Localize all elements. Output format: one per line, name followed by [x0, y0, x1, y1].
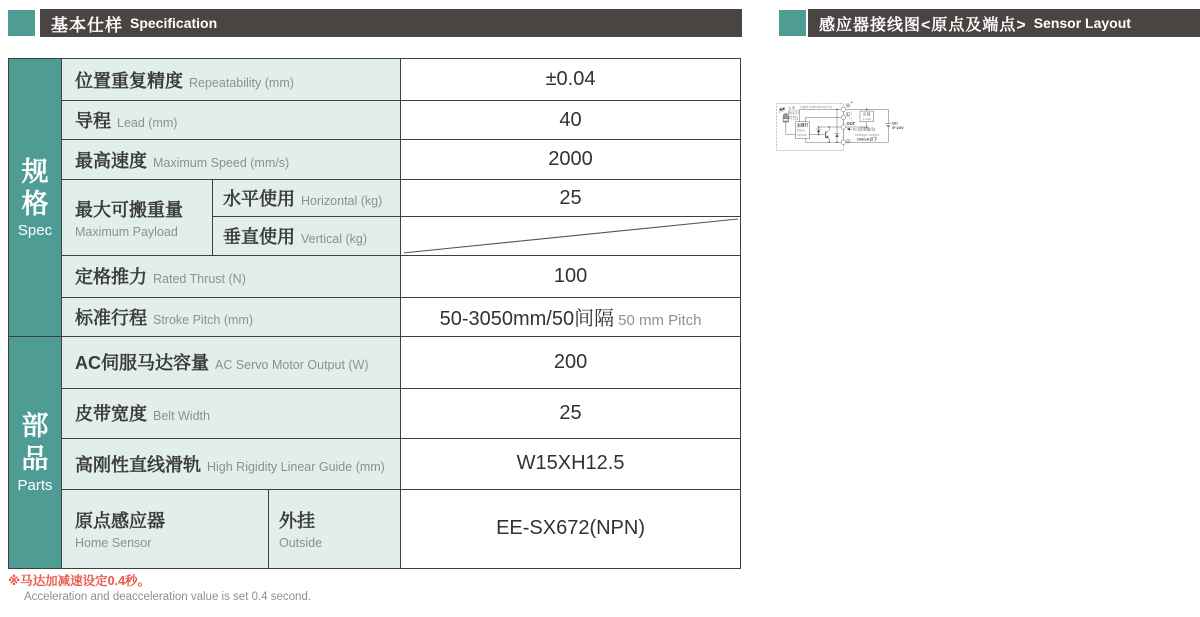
load-label-zh: 负载 — [863, 112, 871, 117]
home-sensor-mount-zh: 外挂 — [279, 511, 315, 532]
row-repeatability-label — [62, 59, 401, 101]
zener-diode-right-icon — [834, 109, 839, 142]
dc-battery-icon — [886, 123, 892, 125]
right-header-title-zh: 感应器接线图<原点及端点> — [819, 16, 1027, 34]
svg-text:L: L — [846, 112, 849, 117]
terminal-light-select — [841, 115, 846, 120]
left-header-title-en: Specification — [130, 15, 218, 31]
row-linear-guide-label — [62, 438, 401, 489]
row-rated-thrust-label — [62, 255, 401, 297]
specification-table — [8, 58, 741, 569]
dc-label-line2: 5~24V — [892, 124, 904, 130]
terminal-plus — [841, 107, 846, 112]
npn-transistor-icon — [826, 127, 830, 142]
row-max-speed-label — [62, 140, 401, 180]
main-circuit-label-en2: circuit — [796, 132, 807, 137]
row-payload-vertical-value-crossed-out — [401, 217, 741, 256]
group-parts-en: Parts — [17, 477, 53, 495]
led-label-zh-line2: 指示灯 — [787, 110, 800, 116]
row-payload-horizontal-label — [213, 180, 401, 217]
footnote-acceleration-zh: ※马达加减速设定0.4秒。 — [8, 574, 151, 588]
main-circuit-label-zh: 主回灯 — [796, 122, 809, 128]
right-header-title-en: Sensor Layout — [1033, 15, 1131, 31]
home-sensor-mount-en: Outside — [279, 536, 323, 551]
home-sensor-label-en: Home Sensor — [75, 536, 152, 551]
row-home-sensor-label — [62, 489, 269, 568]
stroke-pitch-label-en: Stroke Pitch (mm) — [153, 312, 254, 327]
group-spec-en: Spec — [17, 222, 53, 240]
servo-output-label-zh: AC伺服马达容量 — [75, 353, 209, 374]
plus-terminal-asterisk: * — [850, 100, 853, 106]
row-lead-value: 40 — [401, 101, 741, 140]
not-applicable-diagonal-line — [401, 217, 740, 255]
terminal-minus — [841, 140, 846, 145]
servo-output-label-en: AC Servo Motor Output (W) — [215, 358, 369, 373]
repeatability-label-zh: 位置重复精度 — [75, 70, 183, 91]
group-header-spec — [9, 59, 62, 337]
plus-terminal-symbol — [846, 104, 850, 108]
max-speed-label-zh: 最高速度 — [75, 150, 147, 171]
sensor-wiring-diagram — [775, 52, 1200, 202]
row-max-speed-value: 2000 — [401, 140, 741, 180]
payload-label-zh: 最大可搬重量 — [75, 199, 183, 220]
voltage-output-label: Voltage output — [854, 131, 880, 137]
group-header-parts — [9, 336, 62, 568]
payload-label-en: Maximum Payload — [75, 224, 178, 239]
light-indicator-label: Light indicator(red) — [799, 104, 833, 110]
row-servo-output-label — [62, 336, 401, 388]
group-parts-char-2: 品 — [21, 444, 49, 475]
group-spec-char-1: 规 — [21, 156, 49, 187]
group-parts-char-1: 部 — [21, 411, 49, 442]
left-header-accent-square — [8, 10, 35, 36]
incident-light-arrows-icon — [779, 107, 784, 113]
load-label-en: Load — [862, 116, 871, 121]
linear-guide-label-zh: 高刚性直线滑轨 — [75, 454, 201, 475]
dc-label-line1: DC — [892, 120, 898, 126]
group-spec-char-2: 格 — [21, 189, 49, 220]
terminal-out — [841, 125, 846, 130]
lead-label-en: Lead (mm) — [117, 116, 178, 130]
payload-vertical-label-zh: 垂直使用 — [223, 226, 295, 247]
belt-width-label-en: Belt Width — [153, 409, 210, 424]
rated-thrust-label-zh: 定格推力 — [75, 267, 147, 288]
row-rated-thrust-value: 100 — [401, 255, 741, 297]
left-header-title-zh: 基本仕样 — [51, 15, 123, 35]
right-header-accent-square — [779, 10, 806, 36]
led-label-zh-line3: (红色) — [787, 114, 799, 120]
rated-thrust-label-en: Rated Thrust (N) — [153, 272, 246, 287]
row-linear-guide-value: W15XH12.5 — [401, 438, 741, 489]
led-label-zh-line1: 入光 — [787, 105, 796, 111]
stroke-pitch-value-en: 50 mm Pitch — [618, 312, 702, 330]
current-limit-label: 100mA以下 — [856, 136, 878, 142]
home-sensor-label-zh: 原点感应器 — [75, 511, 165, 532]
row-home-sensor-mount-label — [269, 489, 401, 568]
row-repeatability-value: ±0.04 — [401, 59, 741, 101]
linear-guide-label-en: High Rigidity Linear Guide (mm) — [207, 459, 385, 474]
ic-output-label: IC (控制输出) — [853, 127, 876, 132]
right-header-bar — [808, 9, 1200, 37]
row-stroke-pitch-label — [62, 297, 401, 336]
row-belt-width-value: 25 — [401, 388, 741, 438]
repeatability-label-en: Repeatability (mm) — [189, 75, 294, 90]
row-lead-label — [62, 101, 401, 140]
row-stroke-pitch-value — [401, 297, 741, 336]
footnote-acceleration-en: Acceleration and deacceleration value is set 0.4 second. — [24, 591, 312, 603]
payload-horizontal-label-zh: 水平使用 — [223, 189, 295, 209]
row-servo-output-value: 200 — [401, 336, 741, 388]
payload-horizontal-label-en: Horizontal (kg) — [301, 194, 383, 208]
row-payload-vertical-label — [213, 217, 401, 256]
main-circuit-label-en1: Main — [796, 128, 805, 133]
zener-diode-left-icon — [816, 127, 821, 134]
light-select-terminal-symbol — [846, 112, 852, 118]
left-header-bar — [40, 9, 742, 37]
belt-width-label-zh: 皮带宽度 — [75, 404, 147, 425]
row-belt-width-label — [62, 388, 401, 438]
row-payload-label — [62, 180, 213, 256]
stroke-pitch-label-zh: 标准行程 — [75, 307, 147, 328]
lead-label-zh: 导程 — [75, 111, 111, 131]
max-speed-label-en: Maximum Speed (mm/s) — [153, 155, 290, 170]
out-terminal-label: OUT — [846, 120, 856, 126]
payload-vertical-label-en: Vertical (kg) — [301, 231, 367, 246]
row-payload-horizontal-value: 25 — [401, 180, 741, 217]
stroke-pitch-value-zh: 50-3050mm/50间隔 — [439, 308, 615, 331]
row-home-sensor-value: EE-SX672(NPN) — [401, 489, 741, 568]
